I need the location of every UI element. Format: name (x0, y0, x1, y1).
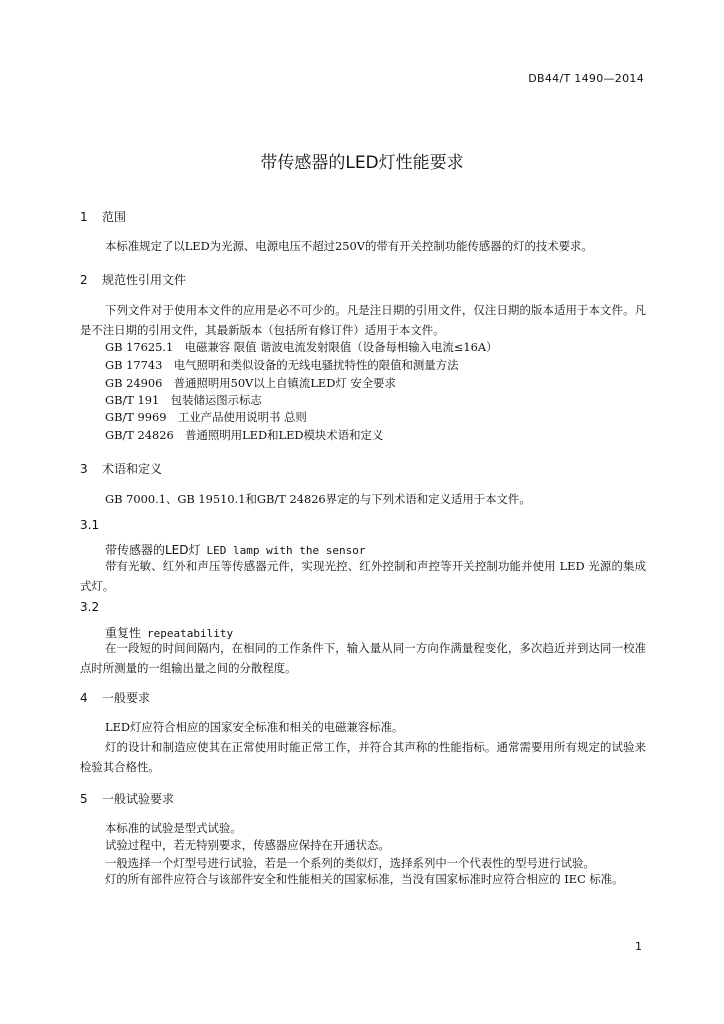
section-5-paragraph-2: 试验过程中，若无特别要求，传感器应保持在开通状态。 (105, 838, 390, 852)
page-number: 1 (635, 940, 642, 953)
section-5-heading (80, 790, 174, 807)
reference-item: GB 24906 普通照明用50V以上自镇流LED灯 安全要求 (105, 376, 396, 390)
reference-item: GB/T 191 包装储运图示标志 (105, 393, 262, 407)
section-number: 2 (80, 273, 88, 287)
section-title: 一般要求 (102, 691, 151, 705)
subsection-3-2-number: 3.2 (80, 600, 100, 614)
section-number: 1 (80, 210, 88, 224)
section-title: 规范性引用文件 (102, 273, 187, 287)
section-number: 4 (80, 691, 88, 705)
reference-item: GB/T 9969 工业产品使用说明书 总则 (105, 410, 307, 424)
document-code: DB44/T 1490—2014 (528, 72, 644, 85)
reference-item: GB 17625.1 电磁兼容 限值 谐波电流发射限值（设备每相输入电流≤16A） (105, 340, 498, 354)
section-4-heading (80, 689, 150, 706)
section-5-paragraph-1: 本标准的试验是型式试验。 (105, 821, 242, 835)
reference-item: GB 17743 电气照明和类似设备的无线电骚扰特性的限值和测量方法 (105, 358, 459, 372)
reference-item: GB/T 24826 普通照明用LED和LED模块术语和定义 (105, 428, 384, 442)
section-number: 5 (80, 792, 88, 806)
section-4-paragraph-1: LED灯应符合相应的国家安全标准和相关的电磁兼容标准。 (105, 720, 404, 734)
section-2-heading (80, 271, 186, 288)
subsection-3-1-number: 3.1 (80, 518, 100, 532)
term-3-2-definition: 在一段短的时间间隔内，在相同的工作条件下，输入量从同一方向作满量程变化，多次趋近并到达同一校准点时所测量的一组输出量之间的分散程度。 (80, 641, 646, 675)
section-title: 范围 (102, 210, 127, 224)
section-5-paragraph-3: 一般选择一个灯型号进行试验，若是一个系列的类似灯，选择系列中一个代表性的型号进行试验。 (105, 856, 595, 870)
section-number: 3 (80, 462, 88, 476)
term-chinese: 重复性 (105, 626, 142, 640)
section-2-paragraph: 下列文件对于使用本文件的应用是必不可少的。凡是注日期的引用文件，仅注日期的版本适用于本文件。凡是不注日期的引用文件，其最新版本（包括所有修订件）适用于本文件。 (80, 303, 646, 337)
term-chinese: 带传感器的LED灯 (105, 543, 201, 557)
term-english: repeatability (147, 627, 234, 640)
term-3-1-definition: 带有光敏、红外和声压等传感器元件，实现光控、红外控制和声控等开关控制功能并使用 LED 光源的集成式灯。 (80, 559, 646, 593)
section-4-paragraph-2: 灯的设计和制造应使其在正常使用时能正常工作，并符合其声称的性能指标。通常需要用所有规定的试验来检验其合格性。 (80, 740, 646, 774)
section-title: 术语和定义 (102, 462, 163, 476)
section-1-paragraph: 本标准规定了以LED为光源、电源电压不超过250V的带有开关控制功能传感器的灯的技术要求。 (105, 239, 593, 253)
section-3-heading (80, 460, 162, 477)
section-1-heading (80, 208, 126, 225)
section-3-paragraph: GB 7000.1、GB 19510.1和GB/T 24826界定的与下列术语和定义适用于本文件。 (105, 492, 531, 506)
section-5-paragraph-4: 灯的所有部件应符合与该部件安全和性能相关的国家标准，当没有国家标准时应符合相应的 IEC 标准。 (105, 872, 624, 886)
term-english: LED lamp with the sensor (206, 544, 366, 557)
page-title: 带传感器的LED灯性能要求 (260, 153, 464, 173)
section-title: 一般试验要求 (102, 792, 175, 806)
